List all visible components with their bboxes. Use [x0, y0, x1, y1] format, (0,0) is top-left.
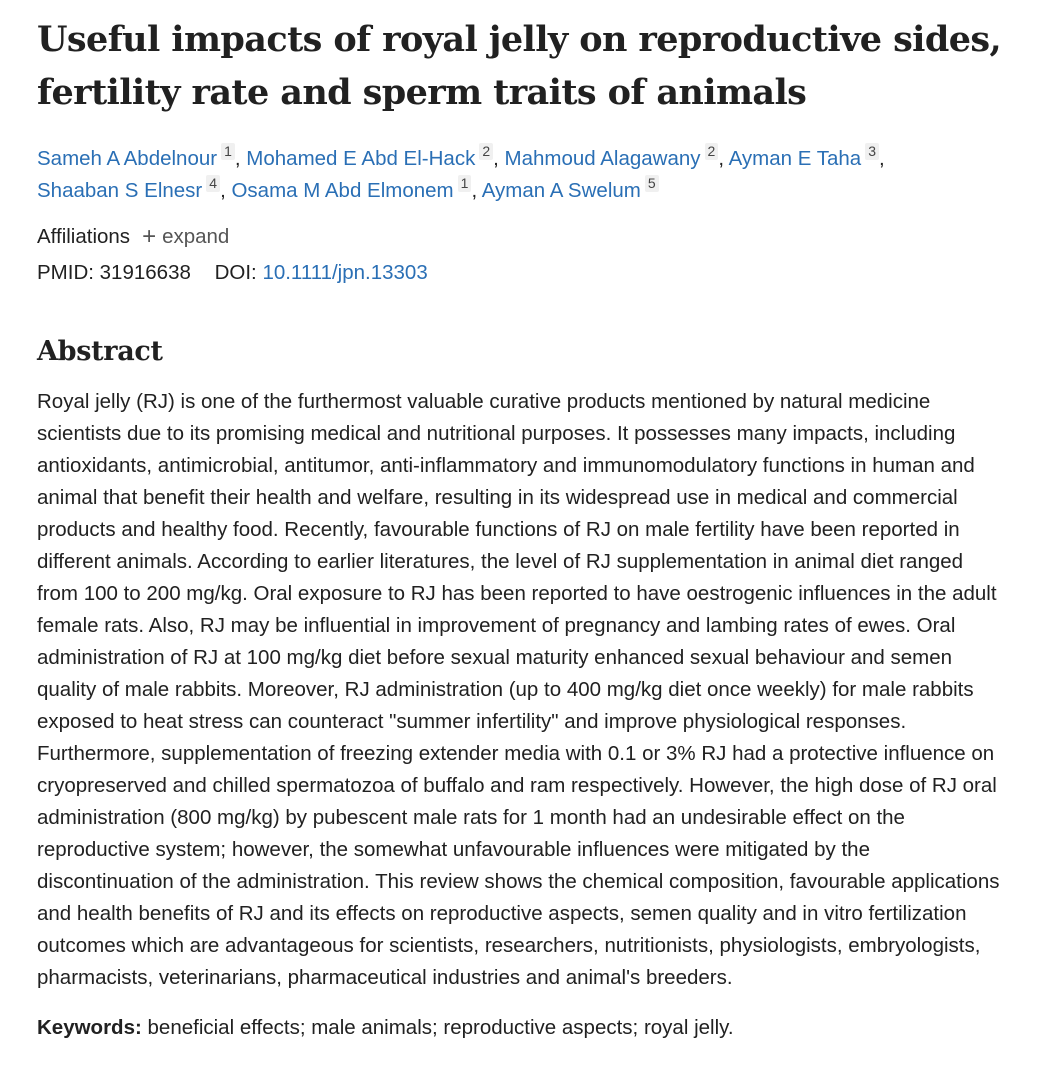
identifiers-row [37, 257, 1027, 289]
expand-affiliations-button[interactable] [142, 221, 229, 253]
author-link[interactable]: Mahmoud Alagawany [504, 147, 701, 170]
author-link[interactable]: Ayman E Taha [728, 147, 862, 170]
plus-icon: + [142, 223, 157, 250]
affiliation-number[interactable]: 2 [705, 143, 719, 160]
affiliations-row [37, 221, 1027, 253]
affiliations-label: Affiliations [37, 225, 131, 248]
affiliation-number[interactable]: 4 [206, 175, 220, 192]
keywords-row [37, 1012, 1027, 1044]
keywords-text: beneficial effects; male animals; reproductive aspects; royal jelly. [147, 1016, 734, 1039]
authors-list: Sameh A Abdelnour 1 , Mohamed E Abd El-Hack 2 , Mahmoud Alagawany 2 , Ayman E Taha 3 , Shaaban S Elnesr 4 , Osama M Abd Elmonem 1 , Ayman A Swelum 5 [37, 143, 885, 202]
pmid-label: PMID: [37, 261, 94, 284]
affiliation-number[interactable]: 3 [865, 143, 879, 160]
abstract-heading: Abstract [37, 336, 163, 367]
doi-label: DOI: [214, 261, 257, 284]
expand-label: expand [162, 225, 230, 248]
affiliation-number[interactable]: 1 [221, 143, 235, 160]
affiliation-number[interactable]: 1 [458, 175, 472, 192]
article-page [37, 0, 1027, 1044]
author-link[interactable]: Osama M Abd Elmonem [231, 179, 454, 202]
author-link[interactable]: Shaaban S Elnesr [37, 179, 203, 202]
article-title: Useful impacts of royal jelly on reproductive sides, fertility rate and sperm traits of animals [37, 19, 1002, 113]
doi-link[interactable]: 10.1111/jpn.13303 [262, 261, 428, 284]
affiliation-number[interactable]: 2 [479, 143, 493, 160]
author-link[interactable]: Ayman A Swelum [481, 179, 641, 202]
keywords-label: Keywords: [37, 1016, 142, 1039]
abstract-text: Royal jelly (RJ) is one of the furthermost valuable curative products mentioned by natural medicine scientists due to its promising medical and nutritional purposes. It possesses many impacts, including antioxidants, antimicrobial, antitumor, anti-inflammatory and immunomodulatory functions in human and animal that benefit their health and welfare, resulting in its widespread use in medical and commercial products and healthy food. Recently, favourable functions of RJ on male fertility have been reported in different animals. According to earlier literatures, the level of RJ supplementation in animal diet ranged from 100 to 200 mg/kg. Oral exposure to RJ has been reported to have oestrogenic influences in the adult female rats. Also, RJ may be influential in improvement of pregnancy and lambing rates of ewes. Oral administration of RJ at 100 mg/kg diet before sexual maturity enhanced sexual behaviour and semen quality of male rabbits. Moreover, RJ administration (up to 400 mg/kg diet once weekly) for male rabbits exposed to heat stress can counteract "summer infertility" and improve physiological responses. Furthermore, supplementation of freezing extender media with 0.1 or 3% RJ had a protective influence on cryopreserved and chilled spermatozoa of buffalo and ram respectively. However, the high dose of RJ oral administration (800 mg/kg) by pubescent male rats for 1 month had an undesirable effect on the reproductive system; however, the somewhat unfavourable influences were mitigated by the discontinuation of the administration. This review shows the chemical composition, favourable applications and health benefits of RJ and its effects on reproductive aspects, semen quality and in vitro fertilization outcomes which are advantageous for scientists, researchers, nutritionists, physiologists, embryologists, pharmacists, veterinarians, pharmaceutical industries and animal's breeders. [37, 390, 1000, 989]
author-link[interactable]: Mohamed E Abd El-Hack [246, 147, 476, 170]
author-link[interactable]: Sameh A Abdelnour [37, 147, 218, 170]
pmid-value: 31916638 [99, 261, 191, 284]
affiliation-number[interactable]: 5 [645, 175, 659, 192]
